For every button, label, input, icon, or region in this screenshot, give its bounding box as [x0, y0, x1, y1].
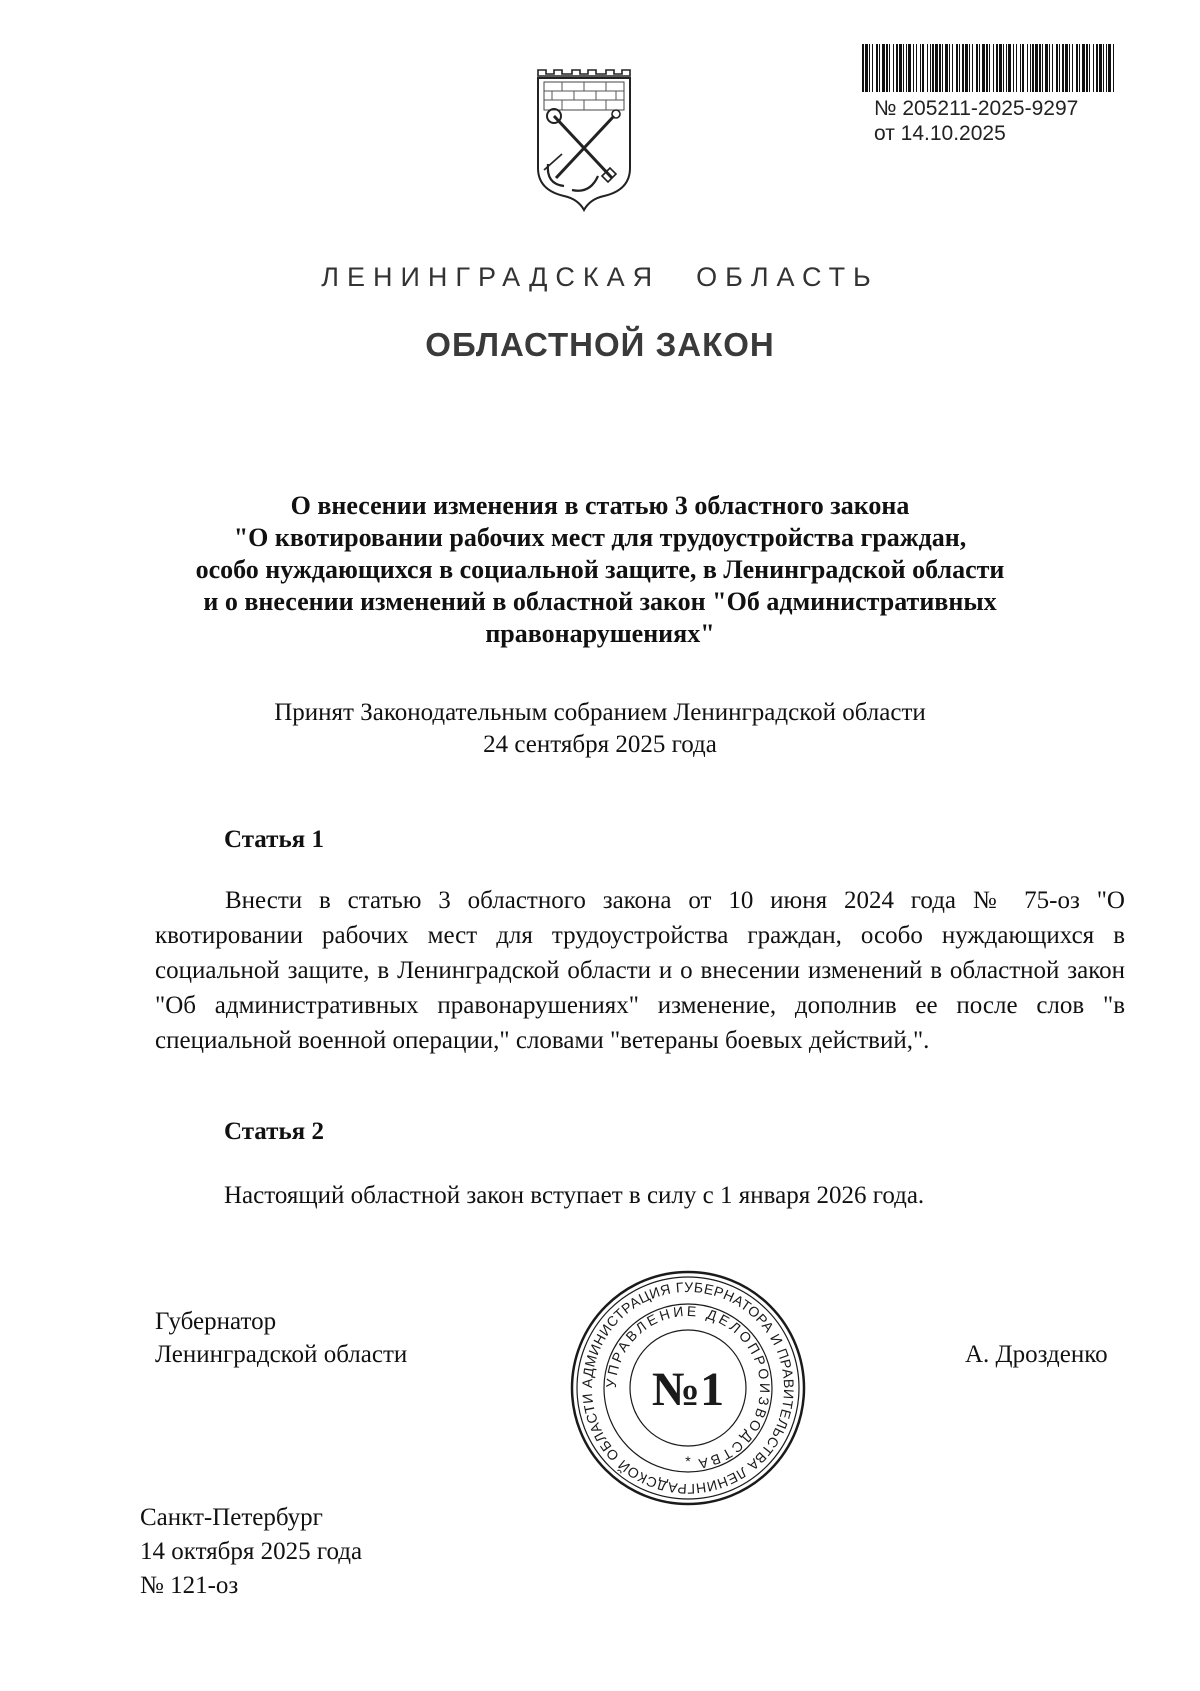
- barcode-bar: [969, 44, 970, 92]
- barcode-bar: [886, 44, 888, 92]
- svg-text:*: *: [685, 1453, 691, 1469]
- barcode-bar: [999, 44, 1002, 92]
- signing-date: 14 октября 2025 года: [140, 1538, 363, 1565]
- barcode-bar: [956, 44, 958, 92]
- title-line: особо нуждающихся в социальной защите, в Ленинградской области: [195, 555, 1005, 584]
- barcode-bar: [979, 44, 980, 92]
- barcode-bar: [1099, 44, 1102, 92]
- barcode-bar: [1059, 44, 1060, 92]
- barcode-bar: [942, 44, 943, 92]
- barcode-bar: [869, 44, 870, 92]
- title-line: правонарушениях": [485, 619, 715, 648]
- barcode-bar: [1056, 44, 1058, 92]
- barcode-bar: [1032, 44, 1034, 92]
- barcode-bar: [1062, 44, 1064, 92]
- signatory-title: Губернатор: [155, 1308, 277, 1335]
- signatory-name: А. Дрозденко: [965, 1341, 1108, 1368]
- barcode-bar: [965, 44, 968, 92]
- barcode-bar: [932, 44, 934, 92]
- barcode-bar: [1008, 44, 1011, 92]
- region-word-2: ОБЛАСТЬ: [696, 262, 879, 292]
- title-line: О внесении изменения в статью 3 областного закона: [290, 491, 910, 520]
- barcode-bar: [927, 44, 928, 92]
- barcode-bar: [1039, 44, 1041, 92]
- barcode-bar: [1052, 44, 1053, 92]
- adoption-date: 24 сентября 2025 года: [483, 731, 717, 758]
- barcode-bar: [989, 44, 990, 92]
- barcode-bar: [893, 44, 894, 92]
- barcode-bar: [959, 44, 960, 92]
- barcode-bar: [908, 44, 911, 92]
- barcode-bar: [862, 44, 864, 92]
- svg-text:№1: №1: [651, 1363, 725, 1416]
- barcode-bar: [1006, 44, 1007, 92]
- region-name: [0, 262, 1200, 293]
- barcode-bar: [993, 44, 994, 92]
- barcode-bar: [1082, 44, 1085, 92]
- region-word-1: ЛЕНИНГРАДСКАЯ: [321, 262, 661, 292]
- barcode-bar: [945, 44, 948, 92]
- barcode-bar: [986, 44, 988, 92]
- official-seal-stamp: [568, 1268, 808, 1508]
- registration-number: № 205211-2025-9297: [874, 97, 1079, 120]
- barcode-bar: [922, 44, 924, 92]
- barcode-bar: [1069, 44, 1070, 92]
- barcode-bar: [1106, 44, 1107, 92]
- law-type-heading: ОБЛАСТНОЙ ЗАКОН: [425, 326, 775, 363]
- adoption-note: [140, 697, 1060, 761]
- barcode-bar: [972, 44, 973, 92]
- barcode-bar: [1108, 44, 1111, 92]
- barcode-bar: [872, 44, 873, 92]
- registration-date: от 14.10.2025: [874, 122, 1006, 145]
- title-line: и о внесении изменений в областной закон "Об административных: [203, 587, 997, 616]
- barcode-bar: [1089, 44, 1090, 92]
- signatory-region: Ленинградской области: [155, 1341, 408, 1368]
- barcode-bar: [913, 44, 914, 92]
- article-2-text: Настоящий областной закон вступает в силу с 1 января 2026 года.: [224, 1182, 925, 1209]
- barcode-bar: [896, 44, 898, 92]
- barcode-bar: [1045, 44, 1048, 92]
- barcode-bar: [1113, 44, 1114, 92]
- barcode-bar: [1042, 44, 1043, 92]
- signing-place: Санкт-Петербург: [140, 1504, 323, 1531]
- article-1-text: Внести в статью 3 областного закона от 10 июня 2024 года № 75-оз "О квотировании рабочих мест для трудоустройства граждан, особо нуждающихся в социальной защите, в Ленинградской области и о внесении изменений в областной закон "Об административных правонарушениях" изменение, дополнив ее после слов "в специальной военной операции," словами "ветераны боевых действий,".: [155, 887, 1125, 1054]
- barcode-bar: [1049, 44, 1050, 92]
- barcode-bar: [939, 44, 941, 92]
- barcode-bar: [879, 44, 880, 92]
- barcode-bar: [899, 44, 902, 92]
- seal-outer-text: АДМИНИСТРАЦИЯ ГУБЕРНАТОРА И ПРАВИТЕЛЬСТВА ЛЕНИНГРАДСКОЙ ОБЛАСТИ: [578, 1278, 798, 1498]
- barcode-bar: [865, 44, 868, 92]
- barcode-bar: [1003, 44, 1004, 92]
- barcode-bar: [952, 44, 953, 92]
- adoption-line: Принят Законодательным собранием Ленинградской области: [274, 699, 926, 726]
- barcode-bar: [962, 44, 964, 92]
- coat-of-arms-emblem: [532, 68, 636, 214]
- barcode-bar: [906, 44, 907, 92]
- barcode-bar: [1093, 44, 1094, 92]
- barcode-bar: [882, 44, 885, 92]
- law-number: № 121-оз: [140, 1572, 239, 1599]
- barcode-bar: [920, 44, 921, 92]
- barcode-bar: [916, 44, 917, 92]
- seal-inner-text: УПРАВЛЕНИЕ ДЕЛОПРОИЗВОДСТВА: [602, 1302, 774, 1473]
- barcode-bar: [1035, 44, 1038, 92]
- barcode-bar: [1027, 44, 1028, 92]
- article-2-heading: Статья 2: [224, 1118, 324, 1145]
- barcode-bar: [1096, 44, 1098, 92]
- barcode-bar: [1020, 44, 1021, 92]
- barcode-bar: [1103, 44, 1104, 92]
- law-title: [140, 490, 1060, 650]
- barcode-bar: [1072, 44, 1073, 92]
- barcode-bar: [935, 44, 938, 92]
- barcode-bar: [949, 44, 950, 92]
- barcode-bar: [982, 44, 985, 92]
- article-1-heading: Статья 1: [224, 826, 324, 853]
- barcode-bar: [1022, 44, 1024, 92]
- barcode-bar: [1065, 44, 1068, 92]
- barcode-bar: [976, 44, 978, 92]
- barcode-bar: [1016, 44, 1017, 92]
- barcode-bar: [1030, 44, 1031, 92]
- barcode-bar: [876, 44, 878, 92]
- barcode-bar: [903, 44, 904, 92]
- barcode: [860, 44, 1120, 92]
- barcode-bar: [1076, 44, 1078, 92]
- barcode-bar: [889, 44, 890, 92]
- barcode-bar: [1086, 44, 1088, 92]
- barcode-bar: [996, 44, 998, 92]
- barcode-bar: [930, 44, 931, 92]
- barcode-bar: [1079, 44, 1080, 92]
- title-line: "О квотировании рабочих мест для трудоустройства граждан,: [233, 523, 967, 552]
- barcode-bar: [1013, 44, 1014, 92]
